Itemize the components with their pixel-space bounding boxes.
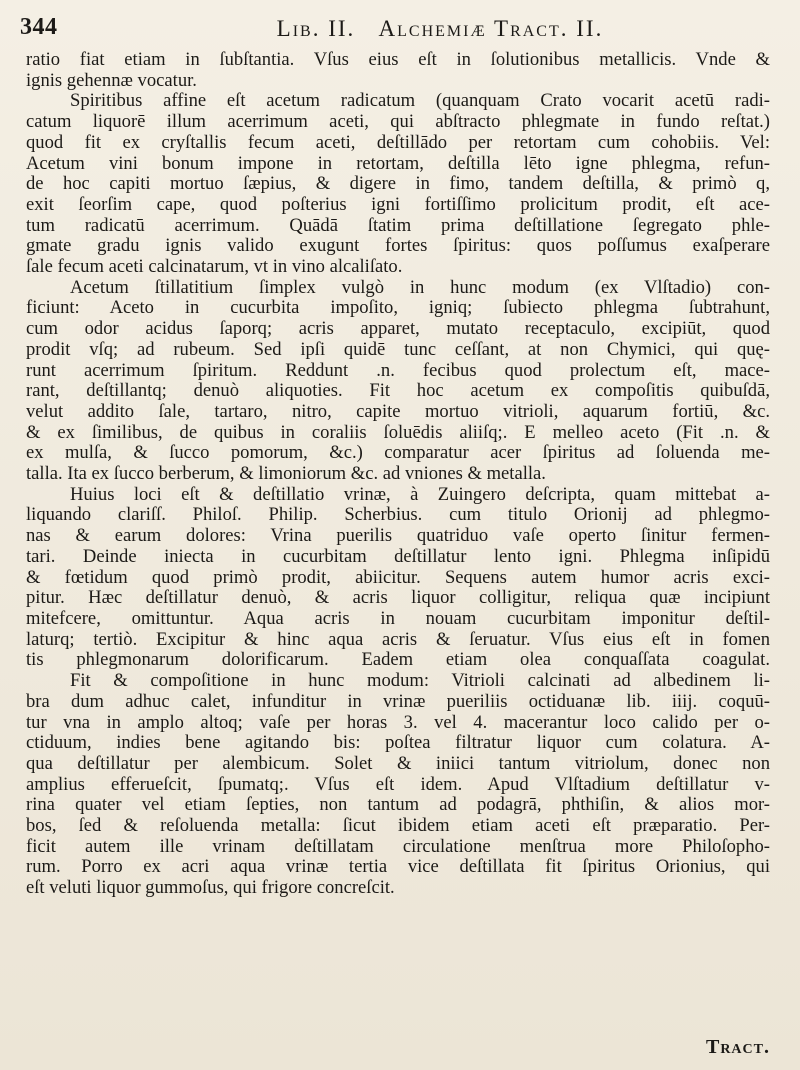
text-line: Fit & compoſitione in hunc modum: Vitrioli calcinati ad albedinem li- bbox=[70, 671, 770, 692]
text-line: tum radicatū acerrimum. Quādā ſtatim prima deſtillatione ſegregato phle- bbox=[26, 215, 770, 236]
text-line: de hoc capiti mortuo ſæpius, & digere in fimo, tandem deſtilla, & primò q, bbox=[26, 174, 770, 195]
text-line: exit ſeorſim cape, quod poſterius igni fortiſſimo prolicitum prodit, eſt ace- bbox=[26, 194, 770, 215]
body-text bbox=[26, 50, 770, 1030]
catchword: Tract. bbox=[705, 1036, 770, 1058]
text-line: & ex ſimilibus, de quibus in coraliis ſoluēdis aliiſq;. E melleo aceto (Fit .n. & bbox=[26, 422, 770, 443]
text-line: quod fit ex cryſtallis fecum aceti, deſtillādo per retortam cum cohobiis. Vel: bbox=[26, 132, 770, 153]
text-line: runt acerrimum ſpiritum. Reddunt .n. fecibus quod prolectum eſt, mace- bbox=[26, 360, 770, 381]
text-line: rina quater vel etiam ſepties, non tantum ad podagrā, phthiſin, & alios mor- bbox=[26, 795, 770, 816]
text-line: mitefcere, omittuntur. Aqua acris in nouam cucurbitam imponitur deſtil- bbox=[26, 608, 770, 629]
running-head bbox=[140, 16, 740, 42]
book-label: Lib. II. bbox=[276, 16, 356, 41]
text-line: ficit autem ille vrinam deſtillatam circulatione menſtrua more Philoſopho- bbox=[26, 836, 770, 857]
text-line: liquando clariſſ. Philoſ. Philip. Scherbius. cum titulo Orionij ad phlegmo- bbox=[26, 505, 770, 526]
text-line: eſt veluti liquor gummoſus, qui frigore concreſcit. bbox=[26, 878, 395, 899]
text-line: ctiduum, indies bene agitando bis: poſtea filtratur liquor cum colatura. A- bbox=[26, 733, 770, 754]
treatise-title: Alchemiæ Tract. II. bbox=[378, 16, 604, 41]
page-header bbox=[20, 14, 780, 44]
text-line: & fœtidum quod primò prodit, abiicitur. Sequens autem humor acris exci- bbox=[26, 567, 770, 588]
text-line: prodit vſq; ad rubeum. Sed ipſi quidē tunc ceſſant, at non Chymici, qui quę- bbox=[26, 339, 770, 360]
text-line: cum odor acidus ſaporq; acris apparet, mutato receptaculo, excipiūt, quod bbox=[26, 319, 770, 340]
text-line: ficiunt: Aceto in cucurbita impoſito, igniq; ſubiecto phlegma ſubtrahunt, bbox=[26, 298, 770, 319]
text-line: tari. Deinde iniecta in cucurbitam deſtillatur lento igni. Phlegma inſipidū bbox=[26, 546, 770, 567]
text-line: laturq; tertiò. Excipitur & hinc aqua acris & ſeruatur. Vſus eius eſt in fomen bbox=[26, 629, 770, 650]
text-line: Spiritibus affine eſt acetum radicatum (quanquam Crato vocarit acetū radi- bbox=[70, 91, 770, 112]
text-line: velut addito ſale, tartaro, nitro, capite mortuo vitrioli, aquarum fortiū, &c. bbox=[26, 401, 770, 422]
text-line: nas & earum dolores: Vrina puerilis quatriduo vaſe operto ſinitur fermen- bbox=[26, 526, 770, 547]
text-line: rum. Porro ex acri aqua vrinæ tertia vice deſtillata fit ſpiritus Orionius, qui bbox=[26, 857, 770, 878]
text-line: Huius loci eſt & deſtillatio vrinæ, à Zuingero deſcripta, quam mittebat a- bbox=[70, 484, 770, 505]
text-line: ſale fecum aceti calcinatarum, vt in vino alcaliſato. bbox=[26, 257, 403, 278]
page-number: 344 bbox=[20, 14, 58, 40]
text-line: Acetum vini bonum impone in retortam, deſtilla lēto igne phlegma, refun- bbox=[26, 153, 770, 174]
text-line: ratio fiat etiam in ſubſtantia. Vſus eius eſt in ſolutionibus metallicis. Vnde & bbox=[26, 50, 770, 70]
text-line: qua deſtillatur per alembicum. Solet & iniici tantum vitriolum, donec non bbox=[26, 753, 770, 774]
text-line: talla. Ita ex ſucco berberum, & limoniorum &c. ad vniones & metalla. bbox=[26, 464, 546, 485]
text-line: Acetum ſtillatitium ſimplex vulgò in hunc modum (ex Vlſtadio) con- bbox=[70, 277, 770, 298]
text-line: tis phlegmonarum dolorificarum. Eadem etiam olea conquaſſata coagulat. bbox=[26, 650, 770, 671]
text-line: ignis gehennæ vocatur. bbox=[26, 70, 197, 91]
text-line: amplius efferueſcit, ſpumatq;. Vſus eſt idem. Apud Vlſtadium deſtillatur v- bbox=[26, 774, 770, 795]
text-line: bos, ſed & reſoluenda metalla: ſicut ibidem etiam aceti eſt præparatio. Per- bbox=[26, 816, 770, 837]
text-line: gmate gradu ignis valido exugunt fortes ſpiritus: quos poſſumus exaſperare bbox=[26, 236, 770, 257]
text-line: bra dum adhuc calet, infunditur in vrinæ pueriliis octiduanæ lib. iiij. coquū- bbox=[26, 691, 770, 712]
text-line: catum liquorē illum acerrimum aceti, qui abſtracto phlegmate in fundo reſtat.) bbox=[26, 112, 770, 133]
text-line: rant, deſtillantq; denuò aliquoties. Fit hoc acetum ex compoſitis quibuſdā, bbox=[26, 381, 770, 402]
text-line: tur vna in amplo altoq; vaſe per horas 3. vel 4. macerantur loco calido per o- bbox=[26, 712, 770, 733]
text-line: pitur. Hæc deſtillatur denuò, & acris liquor colligitur, reliqua quæ incipiunt bbox=[26, 588, 770, 609]
text-line: ex mulſa, & ſucco pomorum, &c.) comparatur acer ſpiritus ad ſoluenda me- bbox=[26, 443, 770, 464]
